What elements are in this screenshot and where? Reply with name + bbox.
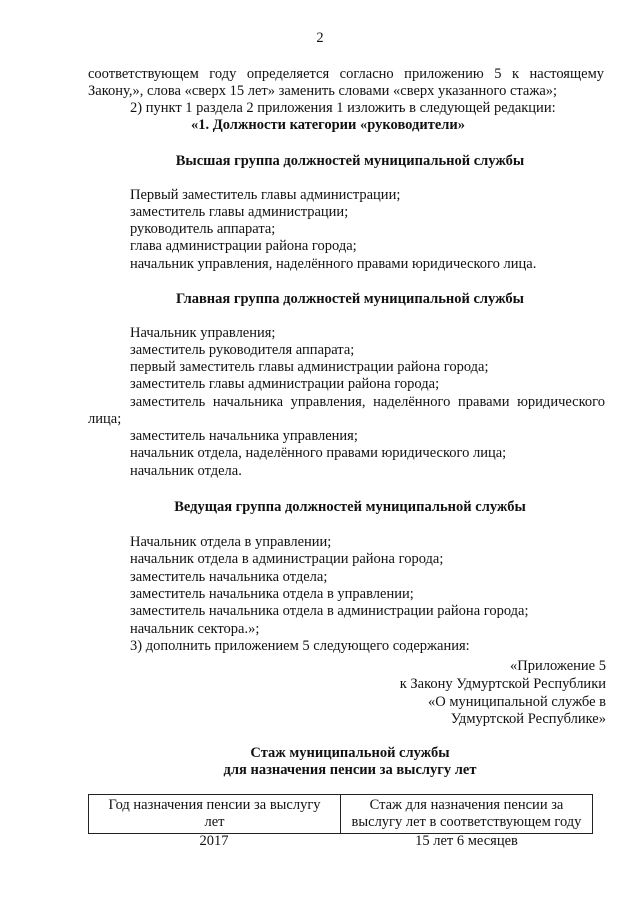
list-item: заместитель начальника управления, наделённого правами юридического [130, 394, 605, 410]
list-item: начальник управления, наделённого правами юридического лица. [130, 256, 537, 272]
group-title-higher: Высшая группа должностей муниципальной службы [175, 153, 525, 169]
list-item: заместитель главы администрации; [130, 204, 349, 220]
header-experience [341, 795, 593, 834]
list-item: заместитель начальника отдела в администрации района города; [130, 603, 529, 619]
list-item: начальник сектора.»; [130, 621, 260, 637]
list-item: заместитель руководителя аппарата; [130, 342, 355, 358]
list-item: начальник отдела. [130, 463, 242, 479]
list-item: заместитель начальника отдела; [130, 569, 328, 585]
list-item: начальник отдела, наделённого правами юридического лица; [130, 445, 507, 461]
pension-table [88, 794, 593, 834]
list-item: руководитель аппарата; [130, 221, 276, 237]
addition-line: 3) дополнить приложением 5 следующего содержания: [130, 638, 470, 654]
list-item: глава администрации района города; [130, 238, 357, 254]
appendix-ref-line: к Закону Удмуртской Республики [399, 676, 606, 692]
table-title: Стаж муниципальной службы [250, 745, 450, 761]
intro-line-2: Закону,», слова «сверх 15 лет» заменить словами «сверх указанного стажа»; [88, 83, 558, 99]
header-year-line: Год назначения пенсии за выслугу [108, 797, 321, 813]
table-cell-year: 2017 [199, 833, 229, 849]
intro-line-3: 2) пункт 1 раздела 2 приложения 1 изложить в следующей редакции: [130, 100, 556, 116]
table-title: для назначения пенсии за выслугу лет [223, 762, 477, 778]
appendix-ref-line: «О муниципальной службе в [427, 694, 606, 710]
page-number: 2 [316, 30, 324, 46]
list-item: заместитель начальника отдела в управлении; [130, 586, 414, 602]
group-title-main: Главная группа должностей муниципальной службы [176, 291, 524, 307]
category-heading: «1. Должности категории «руководители» [191, 117, 465, 133]
header-year-line: лет [204, 814, 225, 830]
list-item: Первый заместитель главы администрации; [130, 187, 401, 203]
appendix-ref-line: Удмуртской Республике» [450, 711, 606, 727]
list-item: Начальник управления; [130, 325, 276, 341]
group-title-leading: Ведущая группа должностей муниципальной службы [174, 499, 526, 515]
list-item: лица; [88, 411, 122, 427]
table-header-row [89, 795, 593, 834]
header-experience-line: Стаж для назначения пенсии за [369, 797, 564, 813]
list-item: первый заместитель главы администрации района города; [130, 359, 489, 375]
list-item: заместитель главы администрации района города; [130, 376, 440, 392]
appendix-ref-line: «Приложение 5 [510, 658, 606, 674]
list-item: Начальник отдела в управлении; [130, 534, 332, 550]
list-item: заместитель начальника управления; [130, 428, 358, 444]
intro-line-1: соответствующем году определяется согласно приложению 5 к настоящему [88, 66, 604, 82]
list-item: начальник отдела в администрации района города; [130, 551, 444, 567]
header-year [89, 795, 341, 834]
table-cell-experience: 15 лет 6 месяцев [415, 833, 518, 849]
header-experience-line: выслугу лет в соответствующем году [351, 814, 582, 830]
